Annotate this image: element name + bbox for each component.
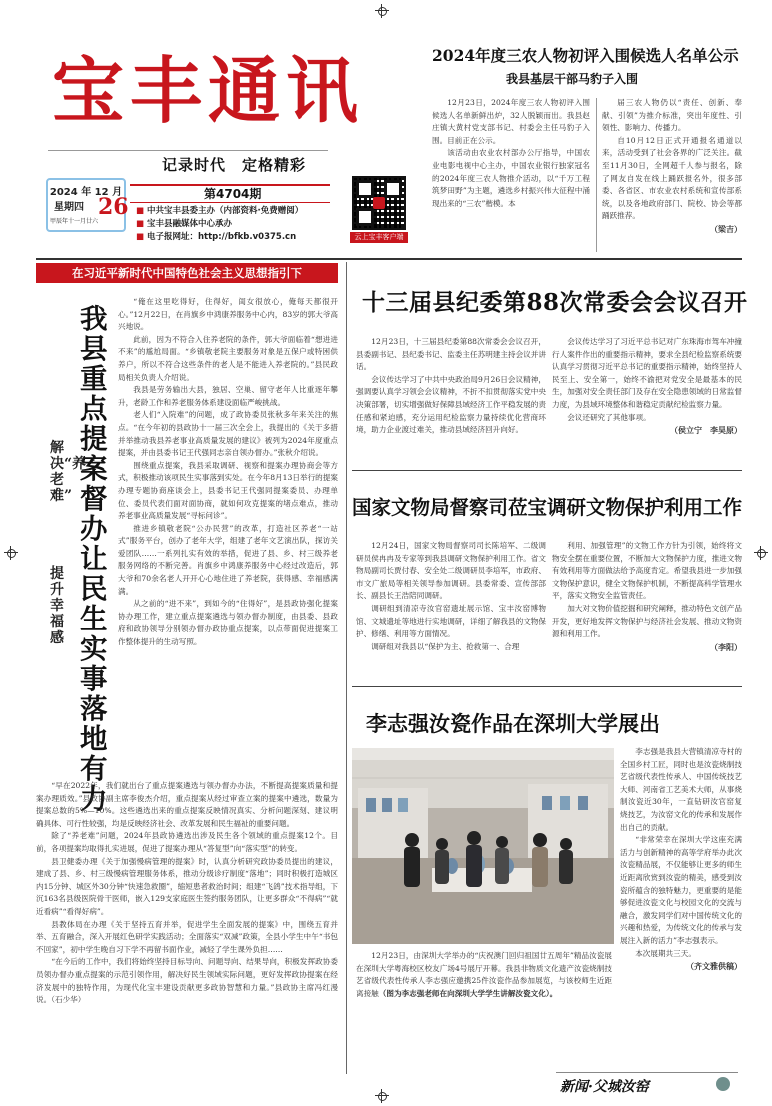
- vase-icon: [716, 1077, 730, 1091]
- story2-title: 十三届县纪委第88次常委会会议召开: [362, 289, 748, 316]
- registration-mark-left: [4, 546, 18, 560]
- story3-col1: 12月24日，国家文物局督察司司长陈培军、二级调研员侯冉冉及专家等到我县调研文物保护利用工作。省文物局副司长贾付春、安全处二级调研员李培军，市政府、市文广旅局等相关领导参加调研。县委常委、宣传部部长、副县长王浩陪同调研。 调研组到清凉寺汝官窑遗址展示馆、宝丰汝窑博物馆、文城遗址等地进行实地调研，详细了解我县的文物保护、修缮、利用等方面情况。 调研组对我县以“保护为主、抢救第一、合理: [356, 541, 546, 651]
- top-story-col1: 12月23日，2024年度三农人物初评入围候选人名单新鲜出炉，32人脱颖而出。我县赵庄镇大黄村党支部书记、村委会主任马豹子入围。目前正在公示。 该活动由农业农村部办公厅指导，中国农业电影电视中心主办，中国农业银行独家冠名的2024年度三农人物推介活动，以“千万工程 筑梦田野”为主题，遴选乡村振兴伟大征程中涌现出来的“三农”楷模。本: [432, 98, 590, 208]
- story4-title: 李志强汝瓷作品在深圳大学展出: [366, 711, 660, 736]
- info-line: ■ 中共宝丰县委主办（内部资料·免费赠阅）: [136, 206, 304, 216]
- section-rule: [352, 470, 742, 471]
- masthead-divider: [48, 150, 328, 151]
- date-box: [46, 178, 129, 232]
- footer-logo: 新闻·父城汝窑: [556, 1072, 738, 1095]
- left-story-narrow-col: “俺在这里吃得好，住得好，闺女很放心，俺每天都很开心。”12月22日，在肖旗乡中鸿康养服务中心内，83岁的郭大爷高兴地说。 此前，因为不符合入住养老院的条件，郭大爷面临着“想进进不来”的尴尬局面。“乡镇敬老院主要服务对象是五保户或特困供养户，所以不符合这些条件的老人是不能进入养老院的。”县民政局相关负责人介绍说。 我县是劳务输出大县，独居、空巢、留守老年人比重逐年攀升，老龄工作和养老服务体系建设面临严峻挑战。 老人们“入院难”的问题，成了政协委员张秋多年来关注的焦点。“在今年初的县政协十一届三次全会上，我提出的《关于多措并举推动我县养老事业高质量发展的建议》被列为2024年度重点提案，并由县委书记王代强同志亲自领办督办。”张秋介绍说。 围绕重点提案，我县采取调研、视察和提案办理协商会等方式，积极推动该项民生实事落到实处。在今年8月13日举行的提案办理专题协商座谈会上，县委书记王代强同提案委员、办理单位、委员代表们面对面协商，就如何攻克提案的堵点难点，推动养老事业高质量发展“寻标问诊”。 推进乡镇敬老院“公办民营”的改革，打造社区养老“一站式”服务平台，创办了老年大学，组建了老年文艺演出队，探访关爱团队……一系列扎实有效的举措，促进了县、乡、村三级养老服务网络的不断完善。肖旗乡中鸿康养服务中心经过改造后，郭大爷和70余名老人开开心心地住进了养老院，获得感、幸福感满满。 从之前的“进不来”，到如今的“住得好”，是县政协强化提案协办理工作，建立重点提案遴选与领办督办制度，由县委、县政府和政协领导分别领办督办政协重点提案，以点带面促进提案工作整体提升的生动写照。: [118, 297, 338, 647]
- story3-title: 国家文物局督察司莅宝调研文物保护利用工作: [352, 496, 743, 519]
- left-story-title: 我县重点提案督办让民生实事落地有力: [80, 303, 108, 815]
- left-story-subtitle-b: 提升幸福感: [50, 566, 64, 646]
- top-story-title: 2024年度三农人物初评入围候选人名单公示: [432, 46, 739, 65]
- exhibition-photo: [352, 748, 614, 944]
- page-column-rule: [346, 262, 347, 1074]
- qr-caption: 云上宝丰客户端: [350, 232, 408, 243]
- masthead-slogan: 记录时代 定格精彩: [162, 156, 307, 174]
- theme-banner: 在习近平新时代中国特色社会主义思想指引下: [36, 263, 338, 283]
- masthead-title: 宝丰通讯: [52, 48, 365, 133]
- story2-col1: 12月23日，十三届县纪委第88次常委会会议召开，县委副书记、县纪委书记、监委主任苏明建主持会议并讲话。 会议传达学习了中共中央政治局9月26日会议精神，强调要认真学习领会会议精神，不折不扣贯彻落实党中央决策部署，切实增强做好保障县域经济工作平稳发展的责任感和紧迫感，充分运用纪检监察力量持续优化营商环境，助力企业渡过难关，推动县域经济回升向好。: [356, 337, 546, 435]
- left-story-wide-col: “早在2022年，我们就出台了重点提案遴选与领办督办办法，不断提高提案质量和提案办理质效。”县政协副主席李俊杰介绍，重点提案从经过审查立案的提案中遴选，数量为提案总数的5%—10%。这些遴选出来的重点提案反映情况真实、分析问题深刻、建议明确具体、可行性较强，均是反映经济社会、改革发展和民生福祉的重要问题。 除了“养老难”问题，2024年县政协遴选出涉及民生各个领域的重点提案12个。目前，各项提案均取得扎实进展，促进了提案办理从“答复型”向“落实型”的转变。 县卫健委办理《关于加强慢病管理的提案》时，认真分析研究政协委员提出的建议，建成了县、乡、村三级慢病管理服务体系，推动分级诊疗制度“落地”；同时积极打造城区内15分钟、城区外30分钟“快速急救圈”，缩短患者救治时间；组建“飞鸽”技术指导组，下沉163名县级医院骨干医师，嵌入129支家庭医生签约服务团队，让更多群众“不得病”“就近看病”“看得好病”。 县教体局在办理《关于坚持五育并举，促进学生全面发展的提案》中，围绕五育并举、五育融合，深入开展红色研学实践活动；全面落实“双减”政策，全县小学生中午“书包不回家”，初中学生晚自习下学不再留书面作业，减轻了学生课外负担…… “在今后的工作中，我们将始终坚持目标导向、问题导向、结果导向，积极发挥政协委员领办督办重点提案的示范引领作用，解决好民生领域实际问题，更好发挥政协提案在经济发展中的独特作用，为现代化宝丰建设贡献更多政协智慧和力量。”县政协主席冯红漫说。（石少华）: [36, 781, 338, 1005]
- masthead-info: [136, 205, 356, 244]
- top-story-col2: 届三农人物仍以“责任、创新、奉献、引领”为推介标准，突出年度性、引领性、影响力、传播力。 自10月12日正式开通报名通道以来，活动受到了社会各界的广泛关注。截至11月30日，全网超千人参与报名，除了网友自发在线上踊跃报名外，很多部委、各省区、市农业农村系统和宣传部系统，以及各地政府部门、院校、协会等都踊跃推荐。 （梁吉）: [602, 98, 742, 234]
- date-weekday: 星期四: [54, 202, 84, 213]
- date-day: 26: [98, 194, 129, 220]
- qr-code[interactable]: [352, 176, 406, 230]
- date-year-month: 2024 年 12 月: [49, 187, 123, 198]
- registration-mark-top: [375, 4, 389, 18]
- story3-col2: 利用、加强管理”的文物工作方针为引领，始终将文物安全摆在重要位置，不断加大文物保护力度，推进文物有效利用等方面做法给予高度肯定。希望我县进一步加强文物保护意识，健全文物保护机制，不断提高科学管理水平，落实文物安全监管责任。 加大对文物价值挖掘和研究阐释，推动特色文创产品开发，更好地发挥文物保护与经济社会发展、推动文物资源和利用工作。 （李阳）: [552, 541, 742, 652]
- info-line: ■ 宝丰县融媒体中心承办: [136, 219, 233, 229]
- section-rule: [352, 686, 742, 687]
- issue-number: 第4704期: [130, 184, 330, 203]
- top-story-subtitle: 我县基层干部马豹子入围: [506, 72, 639, 86]
- story4-bottom-text: 12月23日，由深圳大学举办的“庆祝澳门回归祖国廿五周年”精品汝瓷展在深圳大学粤海校区校友广场4号展厅开幕。我县非物质文化遗产汝瓷烧制技艺省级代表性传承人李志强应邀携25件汝瓷作品参加展览，与该校师生近距离接触（图为李志强老师在向深圳大学学生讲解汝瓷文化）。: [356, 951, 612, 998]
- story4-right-col: 李志强是我县大营镇清凉寺村的全国乡村工匠，同时也是汝瓷烧制技艺省级代表性传承人、中国传统技艺大师、河南省工艺美术大师，从事烧制汝瓷近30年，一直钻研汝官窑复烧技艺，为汝窑文化的传承和发展作出自己的贡献。 “非常荣幸在深圳大学这座充满活力与创新精神的高等学府举办此次汝瓷精品展，不仅能够让更多的师生近距离欣赏到汝瓷的精美，感受到汝瓷所蕴含的独特魅力，更重要的是能够促进汝瓷文化与校园文化的交流与融合，激发同学们对中国传统文化的兴趣和热爱，为传统文化的传承与发展注入新的活力”李志强表示。 本次展期共三天。 （齐文雅供稿）: [620, 747, 742, 972]
- column-rule: [596, 98, 597, 252]
- registration-mark-right: [754, 546, 768, 560]
- story2-col2: 会议传达学习了习近平总书记对广东珠海市驾车冲撞行人案件作出的重要指示精神，要求全县纪检监察系统要认真学习贯彻习近平总书记的重要指示精神，始终坚持人民至上、安全第一，始终不渝把对党安全是最基本的民生，加强对安全责任部门及存在安全隐患领域的日常监督力度，为县域环境整体和谐稳定贡献纪检监察力量。 会议还研究了其他事项。 （侯立宁 李昊原）: [552, 337, 742, 436]
- info-line[interactable]: ■ 电子报网址：http://bfkb.v0375.cn: [136, 232, 297, 242]
- registration-mark-bottom: [375, 1089, 389, 1103]
- left-story-subtitle-a: 解决“养老难”: [50, 440, 87, 504]
- photo-caption: （图为李志强老师在向深圳大学学生讲解汝瓷文化）。: [378, 988, 558, 998]
- date-lunar: 甲辰年十一月廿六: [50, 218, 99, 225]
- masthead-bottom-rule: [36, 258, 742, 260]
